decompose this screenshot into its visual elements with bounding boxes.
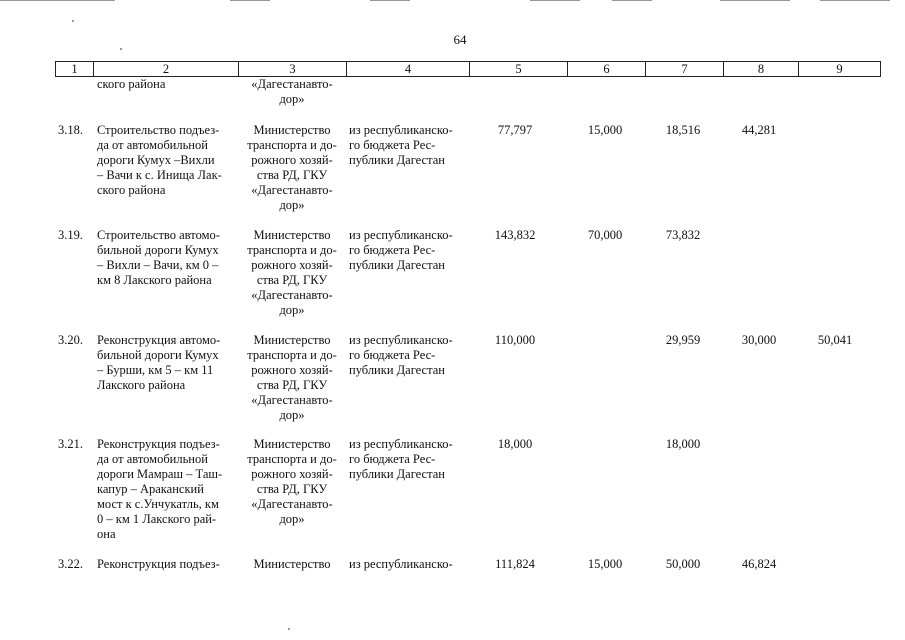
amount-col-7: 18,000 [665, 437, 701, 451]
amount-col-7: 29,959 [665, 333, 701, 347]
page-number: 64 [453, 32, 467, 47]
row-number: 3.22. [58, 557, 83, 571]
row-number: 3.18. [58, 123, 83, 137]
column-header: 6 [568, 62, 646, 77]
column-header: 5 [470, 62, 568, 77]
funding-source: из республиканско- го бюджета Рес- публики Дагестан [349, 123, 453, 167]
column-header: 9 [799, 62, 881, 77]
amount-col-7: 73,832 [665, 228, 701, 242]
total-amount: 111,824 [495, 557, 535, 571]
project-name: ского района [97, 77, 166, 91]
executor: Министерство транспорта и до- рожного хозяй- ства РД, ГКУ «Дагестанавто- дор» [247, 123, 337, 212]
funding-source: из республиканско- го бюджета Рес- публики Дагестан [349, 437, 453, 481]
funding-source: из республиканско- го бюджета Рес- публики Дагестан [349, 333, 453, 377]
column-header-table [55, 61, 881, 77]
scan-artifact-line [530, 0, 580, 1]
scan-speck [288, 628, 290, 630]
column-header: 2 [94, 62, 239, 77]
executor: Министерство транспорта и до- рожного хозяй- ства РД, ГКУ «Дагестанавто- дор» [247, 228, 337, 317]
amount-col-9: 50,041 [817, 333, 853, 347]
scan-artifact-line [0, 0, 115, 1]
executor: «Дагестанавто- дор» [251, 77, 333, 106]
column-header: 8 [724, 62, 799, 77]
scan-speck [72, 20, 74, 22]
column-header: 3 [239, 62, 347, 77]
scan-artifact-line [230, 0, 270, 1]
scan-artifact-line [370, 0, 410, 1]
amount-col-6: 15,000 [587, 557, 623, 571]
column-header-row [56, 62, 881, 77]
amount-col-8: 46,824 [741, 557, 777, 571]
project-name: Реконструкция автомо- бильной дороги Кумух – Бурши, км 5 – км 11 Лакского района [97, 333, 221, 392]
amount-col-7: 18,516 [665, 123, 701, 137]
amount-col-6: 15,000 [587, 123, 623, 137]
executor: Министерство транспорта и до- рожного хозяй- ства РД, ГКУ «Дагестанавто- дор» [247, 333, 337, 422]
amount-col-8: 30,000 [741, 333, 777, 347]
total-amount: 110,000 [494, 333, 536, 347]
amount-col-8: 44,281 [741, 123, 777, 137]
row-number: 3.20. [58, 333, 83, 347]
amount-col-7: 50,000 [665, 557, 701, 571]
project-name: Строительство автомо- бильной дороги Кумух – Вихли – Вачи, км 0 – км 8 Лакского района [97, 228, 220, 287]
executor: Министерство [253, 557, 331, 571]
row-number: 3.21. [58, 437, 83, 451]
scan-artifact-line [612, 0, 652, 1]
total-amount: 18,000 [497, 437, 533, 451]
executor: Министерство транспорта и до- рожного хозяй- ства РД, ГКУ «Дагестанавто- дор» [247, 437, 337, 526]
total-amount: 143,832 [494, 228, 536, 242]
row-number: 3.19. [58, 228, 83, 242]
column-header: 1 [56, 62, 94, 77]
scan-artifact-line [720, 0, 790, 1]
project-name: Реконструкция подъез- [97, 557, 220, 571]
scan-artifact-line [820, 0, 890, 1]
column-header: 4 [347, 62, 470, 77]
column-header: 7 [646, 62, 724, 77]
project-name: Строительство подъез- да от автомобильной дороги Кумух –Вихли – Вачи к с. Инища Лак- ского района [97, 123, 222, 197]
funding-source: из республиканско- [349, 557, 453, 571]
project-name: Реконструкция подъез- да от автомобильной дороги Мамраш – Таш- капур – Араканский мост к с.Унчукатль, км 0 – км 1 Лакского рай- она [97, 437, 223, 541]
amount-col-6: 70,000 [587, 228, 623, 242]
funding-source: из республиканско- го бюджета Рес- публики Дагестан [349, 228, 453, 272]
total-amount: 77,797 [497, 123, 533, 137]
scan-speck [120, 48, 122, 50]
